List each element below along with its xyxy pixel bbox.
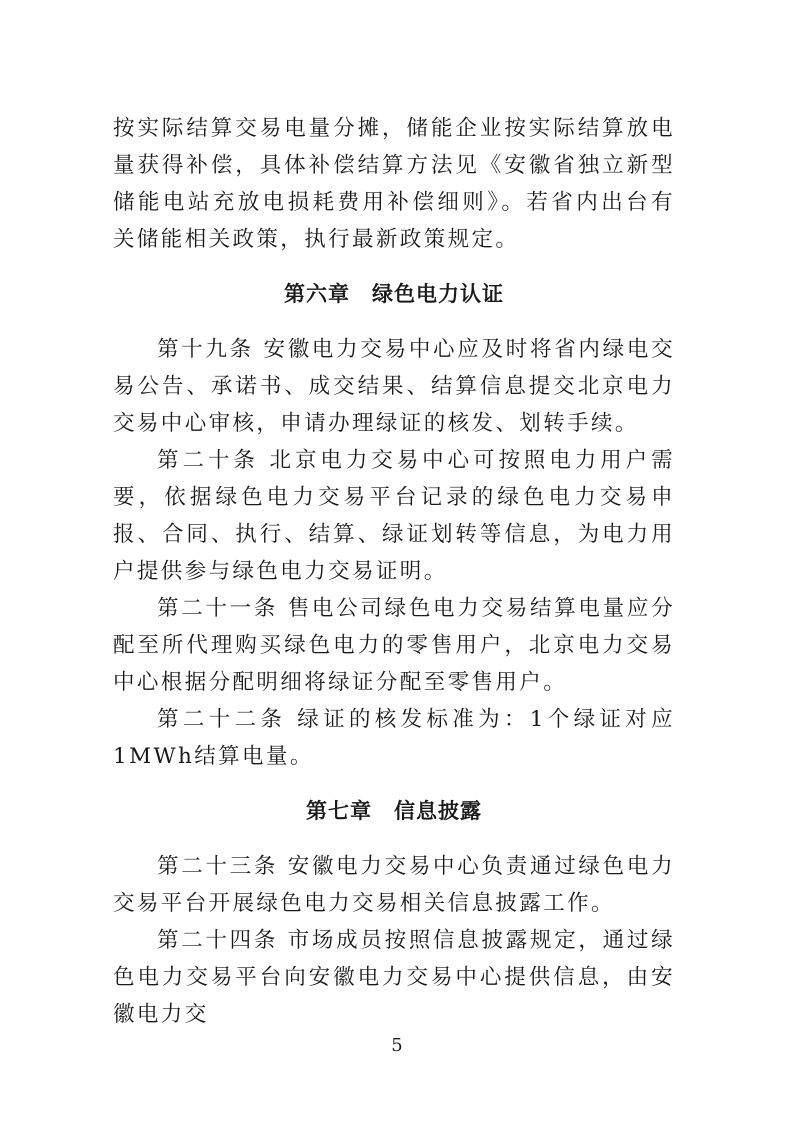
article-24: 第二十四条 市场成员按照信息披露规定，通过绿色电力交易平台向安徽电力交易中心提供信息，由安徽电力交 [113, 928, 675, 1027]
paragraph-intro: 按实际结算交易电量分摊，储能企业按实际结算放电量获得补偿，具体补偿结算方法见《安徽省独立新型储能电站充放电损耗费用补偿细则》。若省内出台有关储能相关政策，执行最新政策规定。 [113, 116, 675, 252]
page-number: 5 [391, 1035, 403, 1056]
article-23: 第二十三条 安徽电力交易中心负责通过绿色电力交易平台开展绿色电力交易相关信息披露工作。 [113, 854, 675, 916]
article-22: 第二十二条 绿证的核发标准为：1个绿证对应1MWh结算电量。 [113, 707, 675, 769]
chapter-6-heading: 第六章 绿色电力认证 [284, 282, 504, 306]
article-19: 第十九条 安徽电力交易中心应及时将省内绿电交易公告、承诺书、成交结果、结算信息提交北京电力交易中心审核，申请办理绿证的核发、划转手续。 [113, 337, 675, 436]
article-21: 第二十一条 售电公司绿色电力交易结算电量应分配至所代理购买绿色电力的零售用户，北京电力交易中心根据分配明细将绿证分配至零售用户。 [113, 596, 675, 695]
document-body [113, 110, 675, 1033]
chapter-7-heading: 第七章 信息披露 [306, 799, 482, 823]
article-20: 第二十条 北京电力交易中心可按照电力用户需要，依据绿色电力交易平台记录的绿色电力交易申报、合同、执行、结算、绿证划转等信息，为电力用户提供参与绿色电力交易证明。 [113, 448, 675, 584]
